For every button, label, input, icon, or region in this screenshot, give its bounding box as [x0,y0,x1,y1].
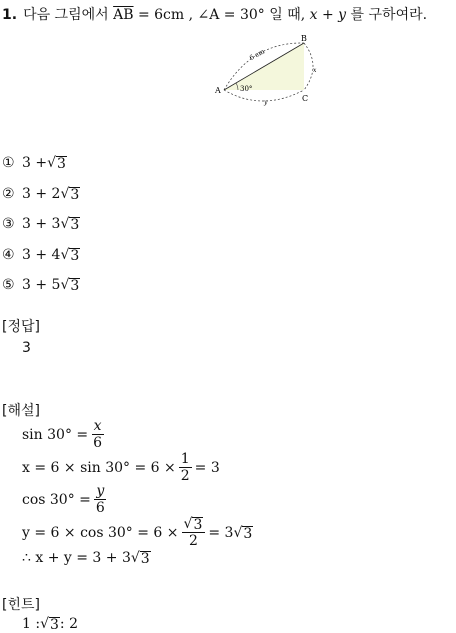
sqrt-expression: √ 3 [60,246,80,264]
choice-list [2,148,80,301]
sqrt-expression: √ 3 [130,550,150,567]
denominator: 2 [188,533,198,549]
explain-text: cos 30° = [22,491,91,508]
expression-xy: x + y [309,7,347,23]
choice-number: ④ [2,246,15,263]
explain-line-3 [22,483,110,516]
explain-line-5 [22,550,151,566]
hint-line [22,616,78,632]
label-c: C [302,94,309,103]
radicand: 3 [140,551,150,567]
explanation-label: [해설] [2,403,40,419]
sqrt-expression: √ 3 [40,616,59,633]
numerator: y [96,483,105,499]
answer-value: 3 [22,340,31,356]
radicand: 3 [70,217,80,234]
explain-line-4 [22,516,253,549]
choice-number: ② [2,185,15,202]
choice-number: ⑤ [2,277,15,294]
radicand: 3 [50,617,59,633]
radicand: 3 [57,156,66,173]
hint-text: : 2 [59,616,78,632]
question-number: 1. [2,7,18,23]
numerator: x [93,418,102,434]
label-side-length: 6 cm [248,47,266,63]
radicand: 3 [70,186,80,203]
radicand: 3 [70,278,80,295]
explain-text: x = 6 × sin 30° = 6 × [22,459,176,476]
choice-3[interactable] [2,209,80,240]
hint-text: 1 : [22,616,41,632]
fraction [94,483,107,516]
question-text-1: 다음 그림에서 [23,7,114,23]
label-y: y [264,99,268,106]
explain-text: y = 6 × cos 30° = 6 × [22,524,179,541]
question-stem [2,4,427,24]
hint-label: [힌트] [2,597,40,613]
explain-text: = 3 [194,459,220,476]
sqrt-expression: √ 3 [233,524,253,542]
answer-label: [정답] [2,319,40,335]
radicand: 3 [70,247,80,264]
denominator: 2 [180,468,190,484]
choice-1[interactable] [2,148,80,179]
choice-number: ③ [2,216,15,233]
explain-text: ∴ x + y = 3 + 3 [22,550,131,566]
choice-lead: 3 + 3 [22,216,61,233]
triangle-figure [212,30,324,110]
fraction [182,516,206,549]
question-text-2: = 6cm , ∠A = 30° 일 때, [133,7,310,23]
sqrt-expression: √ 3 [60,185,80,203]
label-b: B [301,34,307,43]
choice-number: ① [2,155,15,172]
explain-text: sin 30° = [22,426,89,443]
numerator: √ 3 [182,516,206,533]
fraction [91,418,104,451]
denominator: 6 [95,500,105,516]
explain-line-1 [22,418,107,451]
numerator: 1 [180,451,190,467]
fraction [179,451,192,484]
arc-right [304,43,313,90]
choice-lead: 3 + 5 [22,277,61,294]
choice-4[interactable] [2,240,80,271]
label-x: x [313,67,317,74]
choice-2[interactable] [2,179,80,210]
radicand: 3 [193,517,203,533]
sqrt-expression: √ 3 [47,155,66,173]
radicand: 3 [243,525,253,542]
explain-line-2 [22,451,220,484]
choice-5[interactable] [2,270,80,301]
explain-text: = 3 [208,524,234,541]
choice-lead: 3 + 4 [22,246,61,263]
sqrt-expression: √ 3 [60,277,80,295]
sqrt-expression: √ 3 [60,216,80,234]
choice-lead: 3 + [22,155,48,172]
segment-ab: $\overline{AB}$ [113,7,134,23]
choice-lead: 3 + 2 [22,185,61,202]
denominator: 6 [93,435,103,451]
question-text-3: 를 구하여라. [346,7,428,23]
label-a: A [215,86,221,95]
label-angle: 30° [240,85,253,93]
